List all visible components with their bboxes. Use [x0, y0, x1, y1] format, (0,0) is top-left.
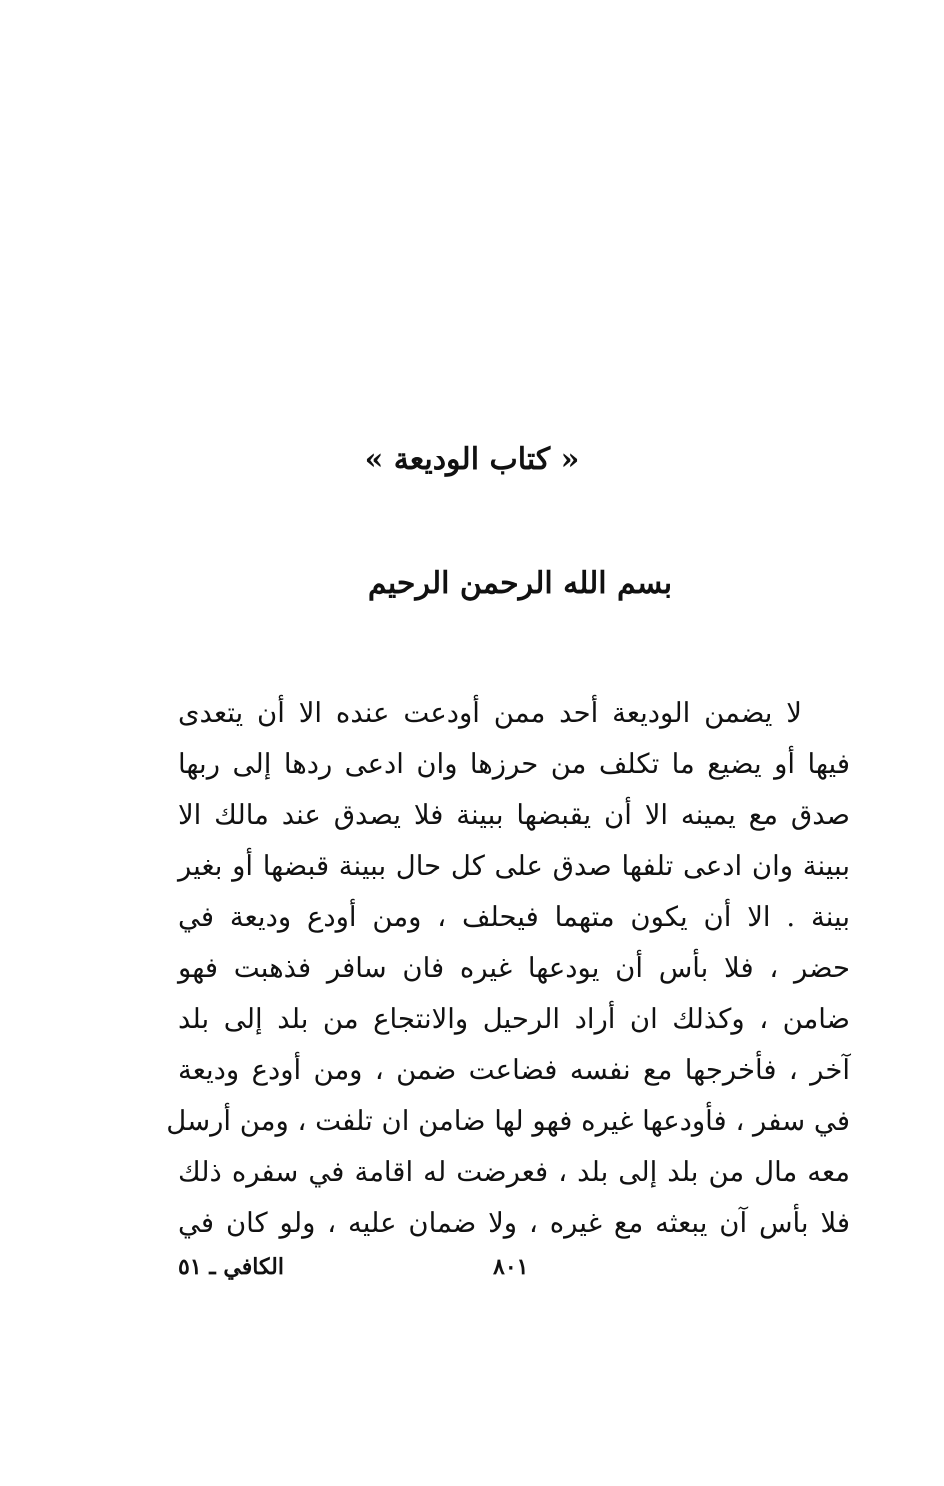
- text-line: فلا بأس آن يبعثه مع غيره ، ولا ضمان عليه ، ولو كان في: [178, 1207, 850, 1239]
- text-line: صدق مع يمينه الا أن يقبضها ببينة فلا يصدق عند مالك الا: [178, 799, 850, 831]
- text-line: لا يضمن الوديعة أحد ممن أودعت عنده الا أن يتعدى: [178, 697, 802, 729]
- text-line: آخر ، فأخرجها مع نفسه فضاعت ضمن ، ومن أودع وديعة: [178, 1054, 850, 1086]
- text-line: معه مال من بلد إلى بلد ، فعرضت له اقامة في سفره ذلك: [178, 1156, 850, 1188]
- text-line: في سفر ، فأودعها غيره فهو لها ضامن ان تلفت ، ومن أرسل: [166, 1105, 850, 1137]
- signature-mark: الكافي ـ ٥١: [178, 1254, 284, 1280]
- text-line: حضر ، فلا بأس أن يودعها غيره فان سافر فذهبت فهو: [178, 952, 850, 984]
- basmala-heading: بسم الله الرحمن الرحيم: [367, 566, 673, 601]
- text-line: ببينة وان ادعى تلفها صدق على كل حال ببينة قبضها أو بغير: [178, 850, 850, 882]
- chapter-title: « كتاب الوديعة »: [364, 442, 580, 477]
- page-code: ٨٠١: [493, 1254, 529, 1280]
- body-paragraph: [166, 688, 850, 1249]
- text-line: ضامن ، وكذلك ان أراد الرحيل والانتجاع من بلد إلى بلد: [178, 1003, 850, 1035]
- text-line: فيها أو يضيع ما تكلف من حرزها وان ادعى ردها إلى ربها: [178, 748, 850, 780]
- text-line: بينة . الا أن يكون متهما فيحلف ، ومن أودع وديعة في: [178, 901, 850, 933]
